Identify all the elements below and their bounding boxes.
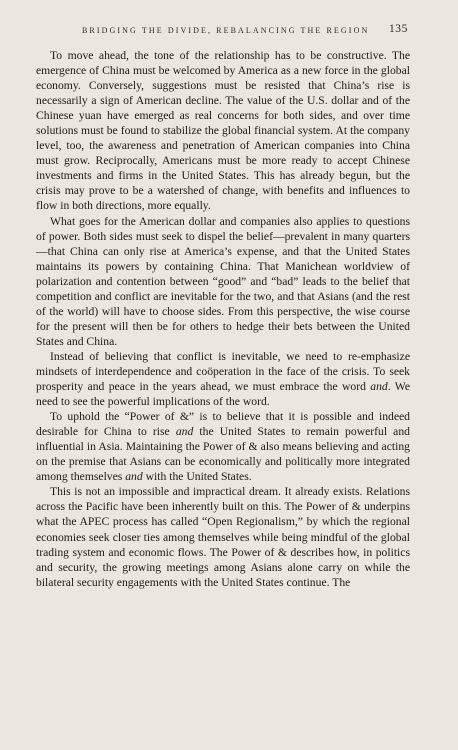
- paragraph-text: To move ahead, the tone of the relationship has to be constructive. The emergence of China must be welcomed by America as a new force in the global economy. Conversely, suggestions must be resisted that China’s rise is necessarily a sign of American decline. The value of the U.S. dollar and of the Chinese yuan have emerged as real concerns for both sides, and over time solutions must be found to stabilize the global financial system. At the company level, too, the awareness and penetration of American companies into China must grow. Reciprocally, Americans must be more ready to accept Chinese investments and firms in the United States. This has already begun, but the crisis may prove to be a watershed of change, with benefits and influences to flow in both directions, more equally.: [36, 49, 410, 213]
- paragraph-2: [36, 214, 410, 349]
- paragraph-text: . We need to see the powerful implications of the word.: [36, 380, 410, 409]
- body-text: [36, 48, 410, 590]
- paragraph-4: [36, 409, 410, 484]
- running-head: [36, 23, 410, 39]
- paragraph-5: [36, 484, 410, 589]
- paragraph-text: Instead of believing that conflict is inevitable, we need to re-emphasize mindsets of interdependence and coöperation in the face of the crisis. To seek prosperity and peace in the years ahead, we must embrace the word: [36, 349, 410, 394]
- italic-word: and: [175, 425, 194, 439]
- italic-word: and: [370, 380, 388, 394]
- paragraph-text: with the United States.: [142, 470, 252, 484]
- paragraph-text: the United States to remain powerful and influential in Asia. Maintaining the Power of & also means believing and acting on the premise that Asians can be economically and politically more integrated among themselves: [36, 425, 410, 484]
- italic-word: and: [125, 470, 143, 484]
- running-title: BRIDGING THE DIVIDE, REBALANCING THE REGION: [82, 26, 370, 35]
- paragraph-text: To uphold the “Power of &” is to believe that it is possible and indeed desirable for China to rise: [36, 410, 410, 439]
- paragraph-1: [36, 48, 410, 214]
- paragraph-text: What goes for the American dollar and companies also applies to questions of power. Both sides must seek to dispel the belief—prevalent in many quarters—that China can only rise at America’s expense, and that the United States maintains its powers by containing China. That Manichean worldview of polarization and contention between “good” and “bad” leads to the belief that competition and conflict are inevitable for the two, and that Asians (and the rest of the world) will have to choose sides. From this perspective, the wise course for the present will then be for others to hedge their bets between the United States and China.: [36, 214, 410, 348]
- paragraph-text: This is not an impossible and impractical dream. It already exists. Relations across the Pacific have been inherently built on this. The Power of & underpins what the APEC process has called “Open Regionalism,” by which the regional economies seek closer ties among themselves while being mindful of the global trading system and economic flows. The Power of & describes how, in politics and security, the growing meetings among Asians alone carry on while the bilateral security engagements with the United States continue. The: [36, 485, 410, 589]
- page-number: 135: [388, 23, 408, 35]
- paragraph-3: [36, 349, 410, 409]
